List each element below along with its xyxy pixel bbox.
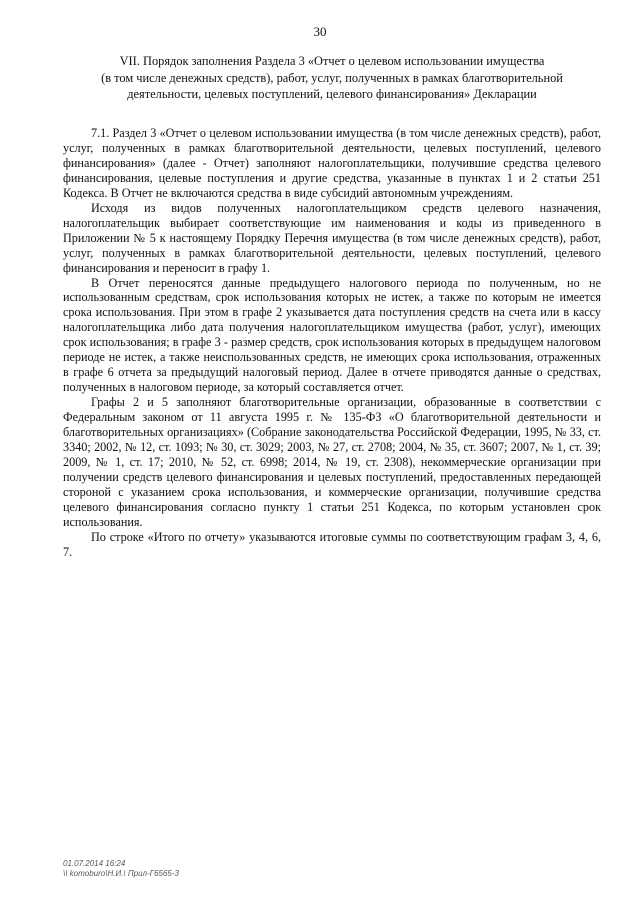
page-number: 30 — [313, 24, 327, 39]
footer-stamp — [63, 859, 179, 879]
footer-file-path: \\ komoburo\Н.И.\ Прил-Г6565-3 — [63, 869, 179, 878]
section-heading-line-2: (в том числе денежных средств), работ, услуг, полученных в рамках благотворительной — [101, 70, 563, 85]
paragraph-total-row: По строке «Итого по отчету» указываются итоговые суммы по соответствующим графам 3, 4, 6, 7. — [63, 529, 601, 559]
paragraph-columns-2-5: Графы 2 и 5 заполняют благотворительные организации, образованные в соответствии с Федеральным законом от 11 августа 1995 г. № 135-ФЗ «О благотворительной деятельности и благотворительных организациях» (Собрание законодательства Российской Федерации, 1995, № 33, ст. 3340; 2002, № 12, ст. 1093; № 30, ст. 3029; 2003, № 27, ст. 2708; 2004, № 35, ст. 3607; 2007, № 1, ст. 39; 2009, № 1, ст. 17; 2010, № 52, ст. 6998; 2014, № 19, ст. 2308), некоммерческие организации при получении средств целевого финансирования и целевых поступлений, предоставленных передающей стороной с указанием срока использования, и коммерческие организации, получившие средства целевого финансирования согласно пункту 1 статьи 251 Кодекса, по которым установлен срок использования. — [63, 395, 601, 529]
section-heading-line-3: деятельности, целевых поступлений, целевого финансирования» Декларации — [127, 87, 537, 101]
footer-timestamp: 01.07.2014 16:24 — [63, 859, 126, 868]
paragraph-previous-period: В Отчет переносятся данные предыдущего налогового периода по полученным, но не использованным средствам, срок использования которых не истек, а также по которым не имеется срока использования. При этом в графе 2 указывается дата поступления средств на счета или в кассу налогоплательщика либо дата получения налогоплательщиком имущества (работ, услуг), имеющих срок использования; в графе 3 - размер средств, срок использования которых в предыдущем налоговом периоде не истек, а также неиспользованных средств, не имеющих срока использования, отраженных в графе 6 отчета за предыдущий налоговый период. Далее в отчете приводятся данные о средствах, полученных в налоговом периоде, за который составляется отчет. — [63, 275, 601, 395]
body-text — [63, 126, 601, 560]
paragraph-7-1: 7.1. Раздел 3 «Отчет о целевом использовании имущества (в том числе денежных средств), работ, услуг, полученных в рамках благотворительной деятельности, целевых поступлений, целевого финансирования» (далее - Отчет) заполняют налогоплательщики, получившие средства целевого финансирования, целевые поступления и другие средства, указанные в пунктах 1 и 2 статьи 251 Кодекса. В Отчет не включаются средства в виде субсидий автономным учреждениям. — [63, 126, 601, 200]
paragraph-codes-selection: Исходя из видов полученных налогоплательщиком средств целевого назначения, налогоплательщик выбирает соответствующие им наименования и коды из приведенного в Приложении № 5 к настоящему Порядку Перечня имущества (в том числе денежных средств), работ, услуг, полученных в рамках благотворительной деятельности, целевых поступлений, целевого финансирования и переносит в графу 1. — [63, 200, 601, 275]
section-heading — [66, 53, 598, 103]
section-heading-line-1: VII. Порядок заполнения Раздела 3 «Отчет о целевом использовании имущества — [119, 54, 545, 68]
